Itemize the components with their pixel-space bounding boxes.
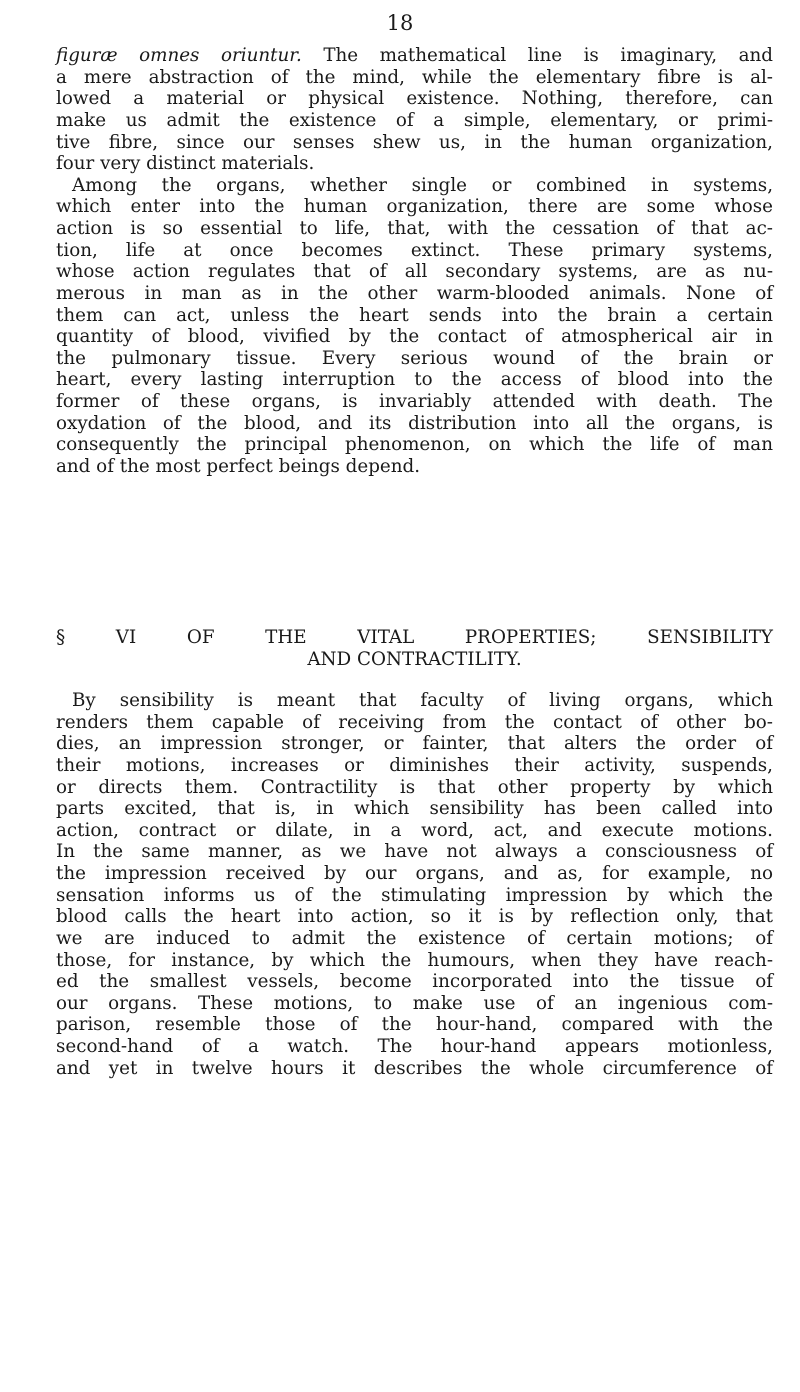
- text-line: a mere abstraction of the mind, while the elementary fibre is al-: [56, 66, 773, 88]
- italic-latin-phrase: figuræ omnes oriuntur.: [56, 45, 302, 66]
- section-heading-line-1: § VI OF THE VITAL PROPERTIES; SENSIBILITY: [56, 627, 773, 648]
- text-line: heart, every lasting interruption to the access of blood into the: [56, 369, 773, 391]
- text-line: consequently the principal phenomenon, on which the life of man: [56, 434, 773, 456]
- text-line: those, for instance, by which the humours, when they have reach-: [56, 949, 773, 971]
- text-line: whose action regulates that of all secondary systems, are as nu-: [56, 261, 773, 283]
- text-line: oxydation of the blood, and its distribution into all the organs, is: [56, 412, 773, 434]
- text-line: action is so essential to life, that, with the cessation of that ac-: [56, 218, 773, 239]
- text-line: tive fibre, since our senses shew us, in the human organization,: [56, 131, 773, 153]
- text-line: figuræ omnes oriuntur. The mathematical line is imaginary, and: [56, 45, 774, 66]
- text-line: action, contract or dilate, in a word, act, and execute motions.: [56, 819, 773, 841]
- text-line: second-hand of a watch. The hour-hand appears motionless,: [56, 1036, 773, 1057]
- text-line: In the same manner, as we have not always a consciousness of: [56, 841, 773, 863]
- text-line: merous in man as in the other warm-blooded animals. None of: [56, 282, 773, 304]
- text-line: the impression received by our organs, and as, for example, no: [56, 863, 773, 884]
- text-line: our organs. These motions, to make use of an ingenious com-: [56, 992, 773, 1014]
- text-line: lowed a material or physical existence. Nothing, therefore, can: [56, 88, 773, 110]
- section-heading-line-2: AND CONTRACTILITY.: [307, 649, 522, 670]
- text-line: and yet in twelve hours it describes the whole circumference of: [56, 1057, 773, 1079]
- section-heading: [56, 627, 773, 671]
- text-line: which enter into the human organization, there are some whose: [56, 196, 773, 218]
- text-line: former of these organs, is invariably attended with death. The: [56, 391, 773, 412]
- text-line: we are induced to admit the existence of certain motions; of: [56, 927, 773, 949]
- text-line: ed the smallest vessels, become incorporated into the tissue of: [56, 971, 773, 993]
- text-line: or directs them. Contractility is that other property by which: [56, 776, 773, 798]
- text-line: them can act, unless the heart sends into the brain a certain: [56, 304, 773, 326]
- text-line: quantity of blood, vivified by the contact of atmospherical air in: [56, 326, 773, 348]
- text-line: renders them capable of receiving from the contact of other bo-: [56, 711, 773, 733]
- text-line: and of the most perfect beings depend.: [56, 455, 421, 477]
- text-line: Among the organs, whether single or combined in systems,: [72, 174, 773, 196]
- text-line: four very distinct materials.: [56, 153, 315, 175]
- text-line: parts excited, that is, in which sensibility has been called into: [56, 798, 773, 820]
- body-text-upper: [56, 45, 773, 478]
- text-line: By sensibility is meant that faculty of living organs, which: [72, 690, 773, 711]
- text-line: dies, an impression stronger, or fainter, that alters the order of: [56, 733, 773, 755]
- text-line: parison, resemble those of the hour-hand, compared with the: [56, 1014, 773, 1036]
- text-line: sensation informs us of the stimulating impression by which the: [56, 884, 773, 906]
- page-number: 18: [386, 11, 414, 35]
- text-line: the pulmonary tissue. Every serious wound of the brain or: [56, 347, 773, 369]
- body-text-lower: [56, 690, 773, 1079]
- text-line: tion, life at once becomes extinct. These primary systems,: [56, 239, 773, 261]
- text-line: their motions, increases or diminishes their activity, suspends,: [56, 754, 773, 776]
- text-line: make us admit the existence of a simple, elementary, or primi-: [56, 109, 773, 131]
- text-line: blood calls the heart into action, so it is by reflection only, that: [56, 906, 773, 928]
